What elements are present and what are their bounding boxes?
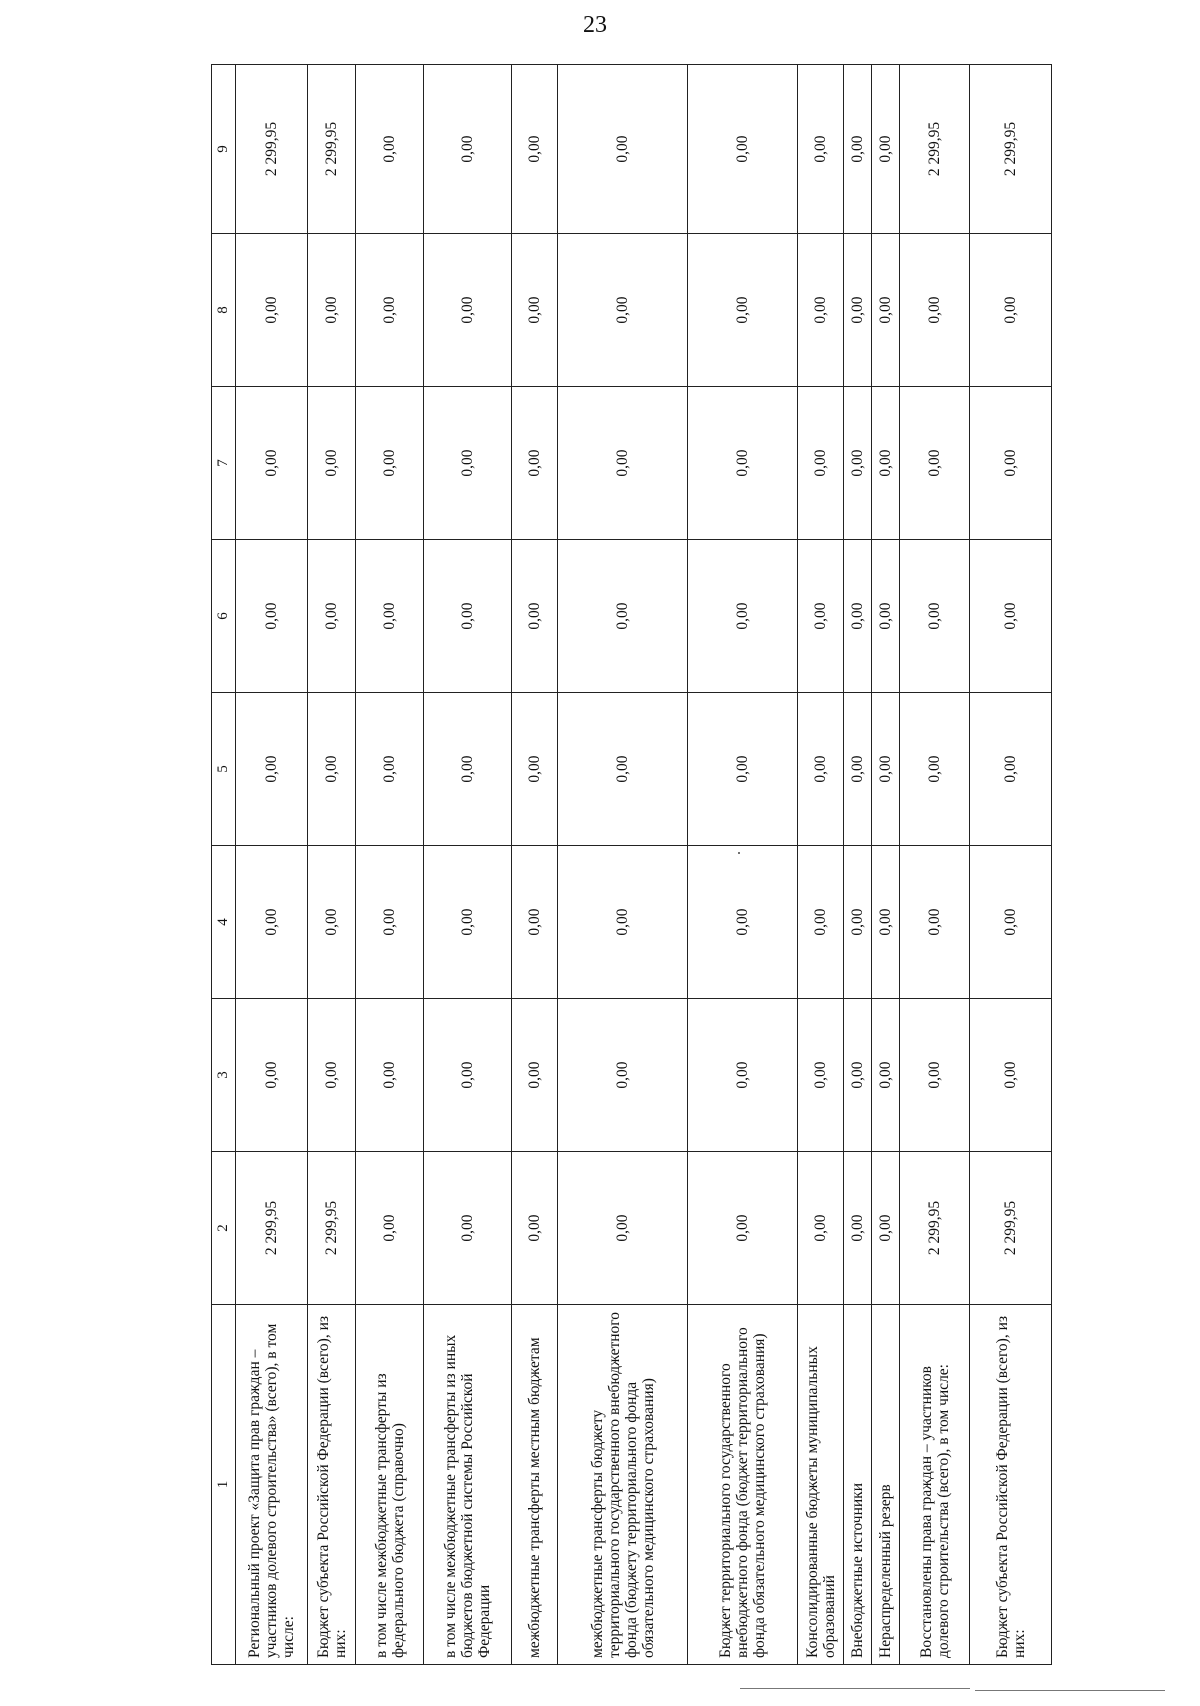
table-cell: 0,00 [872, 693, 900, 846]
table-header-row [212, 65, 236, 1665]
table-cell: 0,00 [798, 234, 844, 387]
table-cell: 0,00 [970, 999, 1052, 1152]
column-header: 7 [212, 387, 236, 540]
row-label: межбюджетные трансферты местным бюджетам [512, 1305, 558, 1665]
table-row [236, 65, 308, 1665]
table-cell: 0,00 [236, 693, 308, 846]
table-row [558, 65, 688, 1665]
table-cell: 0,00 [424, 693, 512, 846]
table-cell: 0,00 [512, 540, 558, 693]
column-header: 5 [212, 693, 236, 846]
table-cell: 0,00 [308, 846, 356, 999]
table-cell: 0,00 [798, 846, 844, 999]
table-cell: 0,00 [900, 846, 970, 999]
column-header: 9 [212, 65, 236, 234]
table-cell: 0,00 [558, 540, 688, 693]
table-row [512, 65, 558, 1665]
table-cell: 0,00 [844, 234, 872, 387]
table-cell: 0,00 [872, 999, 900, 1152]
table-cell: 0,00 [356, 540, 424, 693]
table-cell: 2 299,95 [970, 65, 1052, 234]
table-cell: 0,00 [308, 387, 356, 540]
table-cell: 0,00 [844, 693, 872, 846]
table-cell: 0,00 [872, 65, 900, 234]
table-cell: 0,00 [308, 693, 356, 846]
table-cell: 0,00 [844, 846, 872, 999]
table-cell: 0,00 [236, 999, 308, 1152]
table-cell: 0,00 [512, 387, 558, 540]
table-cell: 0,00 [900, 693, 970, 846]
column-header: 2 [212, 1152, 236, 1305]
scan-speck [738, 852, 740, 854]
table-cell: 0,00 [236, 540, 308, 693]
table-cell: 0,00 [558, 1152, 688, 1305]
table-row [900, 65, 970, 1665]
row-label: в том числе межбюджетные трансферты из иных бюджетов бюджетной системы Российской Федерации [424, 1305, 512, 1665]
row-label: Консолидированные бюджеты муниципальных образований [798, 1305, 844, 1665]
table-cell: 0,00 [424, 846, 512, 999]
table-cell: 0,00 [236, 234, 308, 387]
table-cell: 0,00 [558, 234, 688, 387]
table-cell: 0,00 [844, 999, 872, 1152]
table-cell: 0,00 [872, 1152, 900, 1305]
row-label: Бюджет территориального государственного внебюджетного фонда (бюджет территориального фонда обязательного медицинского страхования) [688, 1305, 798, 1665]
table-cell: 2 299,95 [236, 1152, 308, 1305]
row-label: в том числе межбюджетные трансферты из федерального бюджета (справочно) [356, 1305, 424, 1665]
table-cell: 0,00 [356, 693, 424, 846]
table-cell: 0,00 [970, 387, 1052, 540]
table-cell: 0,00 [688, 1152, 798, 1305]
page-number: 23 [583, 12, 607, 38]
table-cell: 0,00 [844, 65, 872, 234]
table-cell: 0,00 [424, 387, 512, 540]
table-cell: 0,00 [308, 234, 356, 387]
row-label: Внебюджетные источники [844, 1305, 872, 1665]
budget-table-frame [211, 65, 1051, 1665]
table-cell: 0,00 [872, 234, 900, 387]
table-row [798, 65, 844, 1665]
column-header: 4 [212, 846, 236, 999]
table-cell: 0,00 [798, 1152, 844, 1305]
table-cell: 0,00 [844, 1152, 872, 1305]
table-cell: 0,00 [512, 999, 558, 1152]
table-cell: 0,00 [558, 65, 688, 234]
table-row [356, 65, 424, 1665]
table-cell: 0,00 [900, 387, 970, 540]
table-cell: 0,00 [872, 387, 900, 540]
table-cell: 2 299,95 [236, 65, 308, 234]
column-header: 1 [212, 1305, 236, 1665]
table-cell: 0,00 [798, 387, 844, 540]
table-cell: 0,00 [970, 234, 1052, 387]
table-cell: 0,00 [512, 234, 558, 387]
table-cell: 2 299,95 [970, 1152, 1052, 1305]
table-cell: 0,00 [356, 387, 424, 540]
table-cell: 0,00 [558, 999, 688, 1152]
table-cell: 0,00 [512, 65, 558, 234]
table-cell: 0,00 [236, 846, 308, 999]
table-cell: 0,00 [424, 234, 512, 387]
table-row [970, 65, 1052, 1665]
row-label: Региональный проект «Защита прав граждан – участников долевого строительства» (всего), в том числе: [236, 1305, 308, 1665]
table-cell: 0,00 [424, 1152, 512, 1305]
table-cell: 0,00 [900, 234, 970, 387]
row-label: Нераспределенный резерв [872, 1305, 900, 1665]
row-label: Восстановлены права граждан – участников долевого строительства (всего), в том числе: [900, 1305, 970, 1665]
budget-table [211, 64, 1052, 1665]
table-cell: 0,00 [844, 540, 872, 693]
table-cell: 0,00 [798, 999, 844, 1152]
table-cell: 0,00 [900, 540, 970, 693]
table-row [424, 65, 512, 1665]
row-label: Бюджет субъекта Российской Федерации (всего), из них: [970, 1305, 1052, 1665]
table-cell: 0,00 [970, 540, 1052, 693]
table-row [688, 65, 798, 1665]
table-cell: 0,00 [688, 387, 798, 540]
table-cell: 0,00 [512, 693, 558, 846]
table-cell: 2 299,95 [308, 65, 356, 234]
table-cell: 0,00 [356, 846, 424, 999]
table-cell: 0,00 [688, 234, 798, 387]
table-cell: 0,00 [424, 999, 512, 1152]
column-header: 3 [212, 999, 236, 1152]
table-cell: 0,00 [688, 65, 798, 234]
column-header: 6 [212, 540, 236, 693]
table-cell: 0,00 [356, 1152, 424, 1305]
table-cell: 0,00 [688, 999, 798, 1152]
table-cell: 0,00 [970, 846, 1052, 999]
table-cell: 2 299,95 [900, 65, 970, 234]
table-cell: 2 299,95 [308, 1152, 356, 1305]
table-cell: 0,00 [558, 846, 688, 999]
table-row [844, 65, 872, 1665]
table-cell: 0,00 [688, 693, 798, 846]
table-cell: 0,00 [900, 999, 970, 1152]
table-cell: 2 299,95 [900, 1152, 970, 1305]
table-row [872, 65, 900, 1665]
table-cell: 0,00 [872, 846, 900, 999]
column-header: 8 [212, 234, 236, 387]
table-cell: 0,00 [308, 999, 356, 1152]
table-cell: 0,00 [356, 65, 424, 234]
row-label: Бюджет субъекта Российской Федерации (всего), из них: [308, 1305, 356, 1665]
table-cell: 0,00 [308, 540, 356, 693]
table-cell: 0,00 [872, 540, 900, 693]
table-cell: 0,00 [236, 387, 308, 540]
table-cell: 0,00 [798, 693, 844, 846]
table-row [308, 65, 356, 1665]
table-cell: 0,00 [356, 234, 424, 387]
table-cell: 0,00 [558, 693, 688, 846]
table-cell: 0,00 [688, 540, 798, 693]
scan-edge-line [975, 1690, 1165, 1691]
table-cell: 0,00 [798, 65, 844, 234]
table-cell: 0,00 [512, 846, 558, 999]
table-cell: 0,00 [844, 387, 872, 540]
scan-edge-line [740, 1688, 970, 1689]
row-label: межбюджетные трансферты бюджету территориального государственного внебюджетного фонда (бюджету территориального фонда обязательного медицинского страхования) [558, 1305, 688, 1665]
table-cell: 0,00 [970, 693, 1052, 846]
table-cell: 0,00 [424, 65, 512, 234]
table-cell: 0,00 [688, 846, 798, 999]
table-cell: 0,00 [512, 1152, 558, 1305]
table-cell: 0,00 [356, 999, 424, 1152]
table-cell: 0,00 [558, 387, 688, 540]
table-cell: 0,00 [798, 540, 844, 693]
table-cell: 0,00 [424, 540, 512, 693]
